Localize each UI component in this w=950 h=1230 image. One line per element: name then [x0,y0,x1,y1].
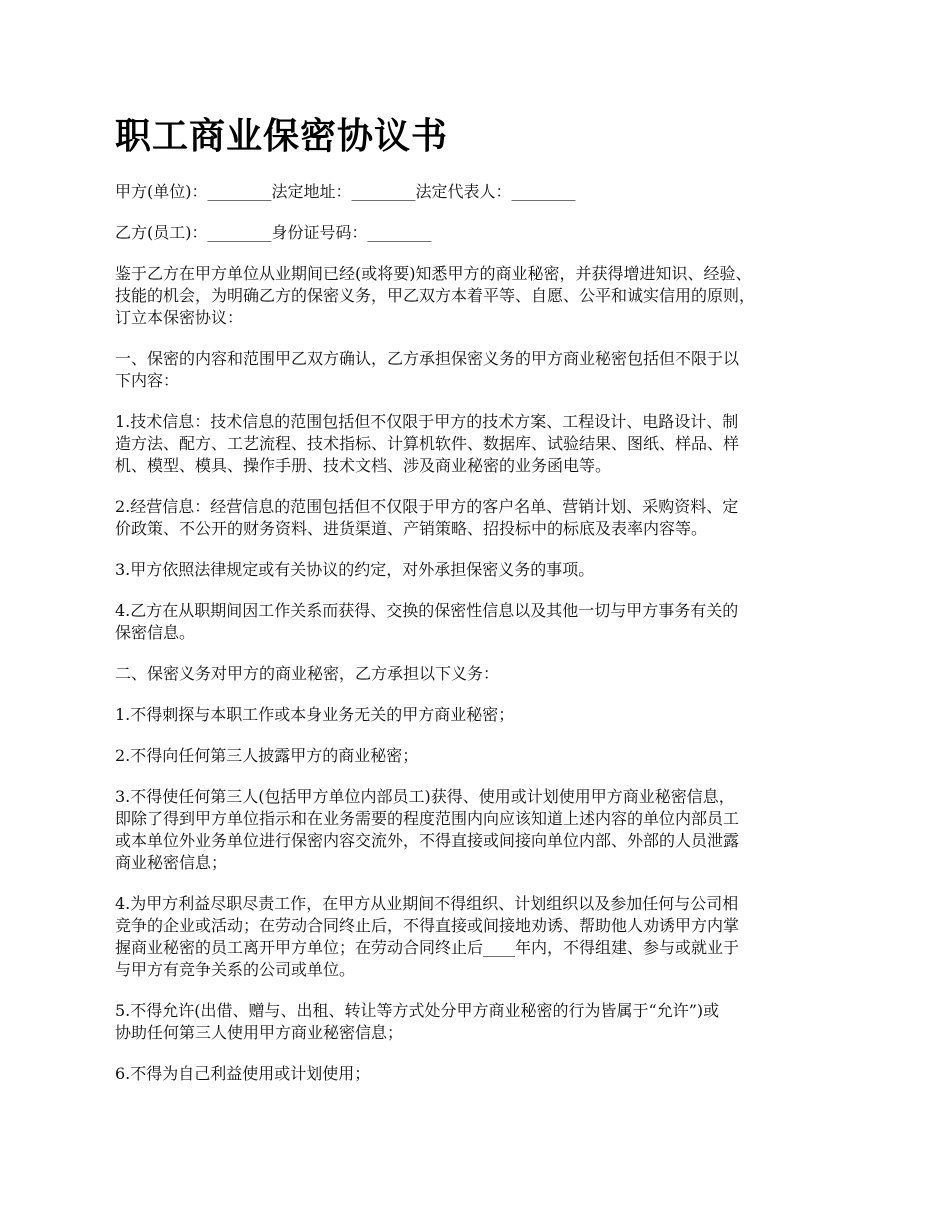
party-b-info [115,222,839,244]
document-title: 职工商业保密协议书 [115,116,449,157]
paragraph-line: 2.不得向任何第三人披露甲方的商业秘密； [115,746,419,765]
paragraph-line: 3.甲方依照法律规定或有关协议的约定，对外承担保密义务的事项。 [115,560,595,579]
paragraph-line: 2.经营信息：经营信息的范围包括但不仅限于甲方的客户名单、营销计划、采购资料、定 [115,497,739,516]
paragraph-line: 甲方(单位)：________法定地址：________法定代表人：________ [115,182,576,201]
paragraph-line: 订立本保密协议： [115,308,244,327]
paragraph-line: 4.为甲方利益尽职尽责工作，在甲方从业期间不得组织、计划组织以及参加任何与公司相 [115,894,739,913]
business-information-clause [115,496,839,540]
paragraph-line: 价政策、不公开的财务资料、进货渠道、产销策略、招投标中的标底及表率内容等。 [115,519,708,538]
paragraph-line: 保密信息。 [115,623,196,642]
paragraph-line: 5.不得允许(出借、赠与、出租、转让等方式处分甲方商业秘密的行为皆属于“允许”)或 [115,1001,720,1020]
technical-information-clause [115,411,839,477]
paragraph-line: 或本单位外业务单位进行保密内容交流外，不得直接或间接向单位内部、外部的人员泄露 [115,831,740,850]
section-two-heading [115,663,839,685]
obligation-item-4 [115,893,839,981]
preamble-paragraph [115,263,839,329]
obligation-item-1 [115,704,839,726]
paragraph-line: 造方法、配方、工艺流程、技术指标、计算机软件、数据库、试验结果、图纸、样品、样 [115,434,740,453]
confidential-information-clause [115,600,839,644]
paragraph-line: 下内容： [115,371,180,390]
paragraph-line: 协助任何第三人使用甲方商业秘密信息； [115,1023,404,1042]
paragraph-line: 握商业秘密的员工离开甲方单位；在劳动合同终止后____年内，不得组建、参与或就业于 [115,938,740,957]
party-a-info [115,181,839,203]
paragraph-line: 鉴于乙方在甲方单位从业期间已经(或将要)知悉甲方的商业秘密，并获得增进知识、经验、 [115,264,752,283]
obligation-item-6 [115,1063,839,1085]
paragraph-line: 3.不得使任何第三人(包括甲方单位内部员工)获得、使用或计划使用甲方商业秘密信息， [115,787,735,806]
obligation-item-3 [115,786,839,874]
obligation-item-2 [115,745,839,767]
paragraph-line: 1.技术信息：技术信息的范围包括但不仅限于甲方的技术方案、工程设计、电路设计、制 [115,412,739,431]
section-one-heading [115,348,839,392]
paragraph-line: 6.不得为自己利益使用或计划使用； [115,1064,371,1083]
paragraph-line: 机、模型、模具、操作手册、技术文档、涉及商业秘密的业务函电等。 [115,456,612,475]
paragraph-line: 即除了得到甲方单位指示和在业务需要的程度范围内向应该知道上述内容的单位内部员工 [115,809,740,828]
paragraph-line: 1.不得刺探与本职工作或本身业务无关的甲方商业秘密； [115,705,515,724]
paragraph-line: 商业秘密信息； [115,853,228,872]
obligation-item-5 [115,1000,839,1044]
document-body [115,181,839,1104]
paragraph-line: 二、保密义务对甲方的商业秘密，乙方承担以下义务： [115,664,500,683]
legal-obligation-clause [115,559,839,581]
paragraph-line: 4.乙方在从职期间因工作关系而获得、交换的保密性信息以及其他一切与甲方事务有关的 [115,601,739,620]
paragraph-line: 技能的机会，为明确乙方的保密义务，甲乙双方本着平等、自愿、公平和诚实信用的原则， [115,286,756,305]
paragraph-line: 一、保密的内容和范围甲乙双方确认，乙方承担保密义务的甲方商业秘密包括但不限于以 [115,349,740,368]
paragraph-line: 乙方(员工)：________身份证号码：________ [115,223,432,242]
paragraph-line: 竞争的企业或活动；在劳动合同终止后，不得直接或间接地劝诱、帮助他人劝诱甲方内掌 [115,916,740,935]
paragraph-line: 与甲方有竞争关系的公司或单位。 [115,960,356,979]
